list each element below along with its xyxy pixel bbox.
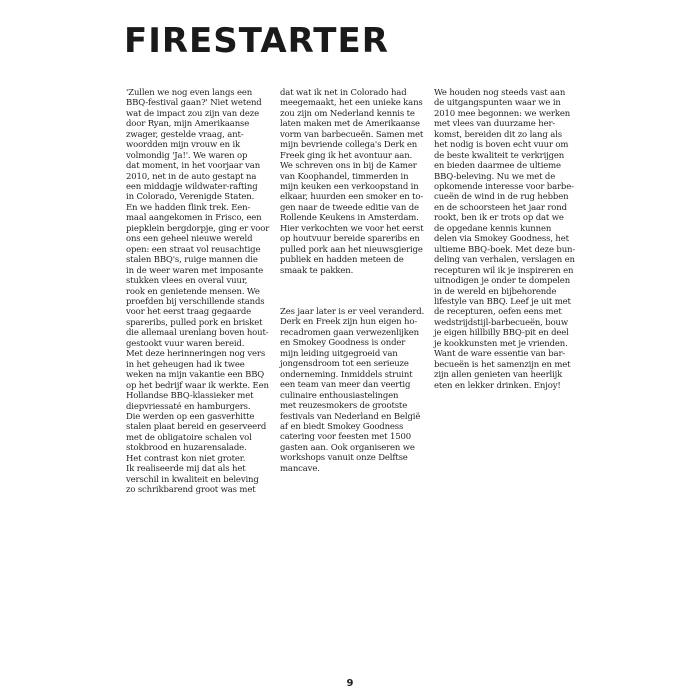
paragraph: 'Zullen we nog even langs een BBQ-festival gaan?' Niet wetend wat de impact zou zijn van deze door Ryan, mijn Amerikaanse zwager, gestelde vraag, ant- woordden mijn vrouw en ik volmondig 'Ja!'. We waren op dat moment, in het voorjaar van 2010, net in de auto gestapt na een middagje wildwater-rafting in Colorado, Verenigde Staten. En we hadden flink trek. Een- maal aangekomen in Frisco, een piepklein bergdorpje, ging er voor ons een geheel nieuwe wereld open: een straat vol reusachtige stalen BBQ's, ruige mannen die in de weer waren met imposante stukken vlees en overal vuur, rook en genietende mensen. We proefden bij verschillende stands voor het eerst traag gegaarde spareribs, pulled pork en brisket die allemaal urenlang boven hout- gestookt vuur waren bereid. Met deze herinneringen nog vers in het geheugen had ik twee weken na mijn vakantie een BBQ op het bedrijf waar ik werkte. Een Hollandse BBQ-klassieker met diepvriessaté en hamburgers. Die werden op een gasverhitte stalen plaat bereid en geserveerd met de obligatoire schalen vol stokbrood en huzarensalade. Het contrast kon niet groter. Ik realiseerde mij dat als het verschil in kwaliteit en beleving zo schrikbarend groot was met (126, 87, 270, 496)
page-number: 9 (346, 678, 354, 689)
paragraph: dat wat ik net in Colorado had meegemaakt, het een unieke kans zou zijn om Nederland kennis te laten maken met de Amerikaanse vorm van barbecueën. Samen met mijn bevriende collega's Derk en Freek ging ik het avontuur aan. We schreven ons in bij de Kamer van Koophandel, timmerden in mijn keuken een verkoopstand in elkaar, huurden een smoker en to- gen naar de tweede editie van de Rollende Keukens in Amsterdam. Hier verkochten we voor het eerst op houtvuur bereide spareribs en pulled pork aan het nieuwsgierige publiek en hadden meteen de smaak te pakken. (280, 87, 424, 276)
text-column-3 (434, 67, 579, 412)
paragraph: Zes jaar later is er veel veranderd. Derk en Freek zijn hun eigen ho- recadromen gaan verwezenlijken en Smokey Goodness is onder mijn leiding uitgegroeid van jongensdroom tot een serieuze onderneming. Inmiddels struint een team van meer dan veertig culinaire enthousiastelingen met reuzesmokers de grootste festivals van Nederland en België af en biedt Smokey Goodness catering voor feesten met 1500 gasten aan. Ook organiseren we workshops vanuit onze Delftse mancave. (280, 306, 425, 474)
text-column-1 (126, 67, 271, 516)
text-column-2 (280, 67, 425, 495)
page-title: FIRESTARTER (124, 21, 389, 61)
paragraph: We houden nog steeds vast aan de uitgangspunten waar we in 2010 mee begonnen: we werken met vlees van duurzame her- komst, bereiden dit zo lang als het nodig is boven echt vuur om de beste kwaliteit te verkrijgen en bieden daarmee de ultieme BBQ-beleving. Nu we met de opkomende interesse voor barbe- cueën de wind in de rug hebben en de schoorsteen het jaar rond rookt, ben ik er trots op dat we de opgedane kennis kunnen delen via Smokey Goodness, het ultieme BBQ-boek. Met deze bun- deling van verhalen, verslagen en recepturen wil ik je inspireren en uitnodigen je onder te dompelen in de wereld en bijbehorende lifestyle van BBQ. Leef je uit met de recepturen, oefen eens met wedstrijdstijl-barbecueën, bouw je eigen hillbilly BBQ-pit en deel je kookkunsten met je vrienden. Want de ware essentie van bar- becueën is het samenzijn en met zijn allen genieten van heerlijk eten en lekker drinken. Enjoy! (434, 87, 576, 391)
